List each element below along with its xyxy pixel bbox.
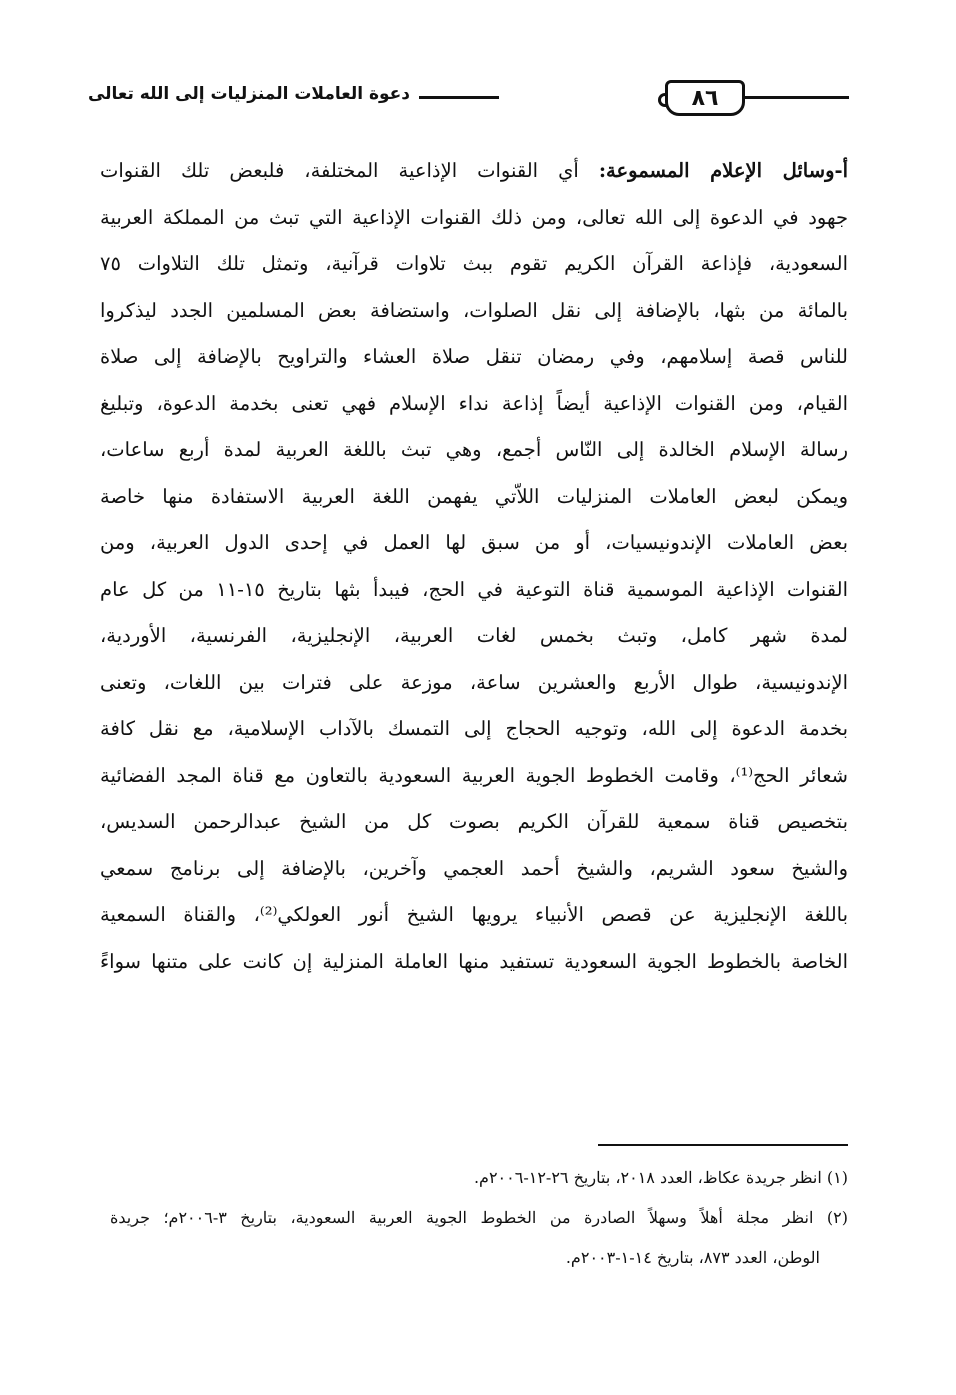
body-line: رسالة الإسلام الخالدة إلى النّاس أجمع، وهي تبث باللغة العربية لمدة أربع ساعات، <box>100 438 848 461</box>
running-header <box>87 80 850 130</box>
section-lead: أ-وسائل الإعلام المسموعة: <box>598 159 849 182</box>
body-line: بتخصيص قناة سمعية للقرآن الكريم بصوت كل من الشيخ عبدالرحمن السديس، <box>100 810 848 833</box>
body-line: والشيخ سعود الشريم، والشيخ أحمد العجمي وآخرين، بالإضافة إلى برنامج سمعي <box>100 856 848 880</box>
footnotes <box>110 1158 848 1278</box>
body-line: الإندونيسية، طوال الأربع والعشرين ساعة، موزعة على فترات بين اللغات، وتعنى <box>100 670 848 694</box>
body-line: جهود في الدعوة إلى الله تعالى، ومن ذلك القنوات الإذاعية التي تبث من المملكة العربية <box>100 205 848 229</box>
page-number: ٨٦ <box>665 80 745 116</box>
body-line: للناس قصة إسلامهم، وفي رمضان تنقل صلاة العشاء والتراويح بالإضافة إلى صلاة <box>100 345 848 368</box>
footnote-separator <box>598 1144 848 1146</box>
body-line-text: أي القنوات الإذاعية المختلفة، فلبعض تلك القنوات <box>100 159 599 182</box>
body-line: السعودية، فإذاعة القرآن الكريم تقوم ببث تلاوات قرآنية، وتمثل تلك التلاوات ٧٥ <box>100 252 848 275</box>
body-line: بالمائة من بثها، بالإضافة إلى نقل الصلوات، واستضافة بعض المسلمين الجدد ليذكروا <box>100 298 848 322</box>
body-line: لمدة شهر كامل، وتبث بخمس لغات العربية، الإنجليزية، الفرنسية، الأوردية، <box>100 624 848 647</box>
footnote-2: (٢) انظر مجلة أهلاً وسهلاً الصادرة من الخطوط الجوية العربية السعودية، بتاريخ ٣-٢٠٠٦م؛ جريدة <box>110 1208 848 1227</box>
body-text <box>100 148 848 985</box>
header-rule-left <box>419 96 499 99</box>
body-line: بعض العاملات الإندونيسيات، أو من سبق لها العمل في إحدى الدول العربية، ومن <box>100 531 848 554</box>
footnote-2-continuation: الوطن، العدد ٨٧٣، بتاريخ ١٤-١-٢٠٠٣م. <box>565 1248 820 1267</box>
body-line: شعائر الحج⁽¹⁾، وقامت الخطوط الجوية العربية السعودية بالتعاون مع قناة المجد الفضائية <box>100 763 848 787</box>
footnote-1: (١) انظر جريدة عكاظ، العدد ٢٠١٨، بتاريخ ٢٦-١٢-٢٠٠٦م. <box>473 1168 848 1187</box>
body-line <box>100 148 848 195</box>
body-line: باللغة الإنجليزية عن قصص الأنبياء يرويها الشيخ أنور العولكي⁽²⁾، والقناة السمعية <box>100 903 849 926</box>
body-line: الخاصة بالخطوط الجوية السعودية تستفيد منها العاملة المنزلية إن كانت على متنها سواءً <box>100 949 848 973</box>
header-rule-right <box>743 96 849 99</box>
body-line: ويمكن لبعض العاملات المنزليات اللاّتي يفهمن اللغة العربية الاستفادة منها خاصة <box>100 484 848 508</box>
running-header-title: دعوة العاملات المنزليات إلى الله تعالى <box>87 84 410 104</box>
body-line: بخدمة الدعوة إلى الله، وتوجيه الحجاج إلى التمسك بالآداب الإسلامية، مع نقل كافة <box>100 717 848 740</box>
body-line: القيام، ومن القنوات الإذاعية أيضاً إذاعة نداء الإسلام فهي تعنى بخدمة الدعوة، وتبليغ <box>100 391 848 415</box>
body-line: القنوات الإذاعية الموسمية قناة التوعية في الحج، فيبدأ بثها بتاريخ ١٥-١١ من كل عام <box>100 577 848 601</box>
